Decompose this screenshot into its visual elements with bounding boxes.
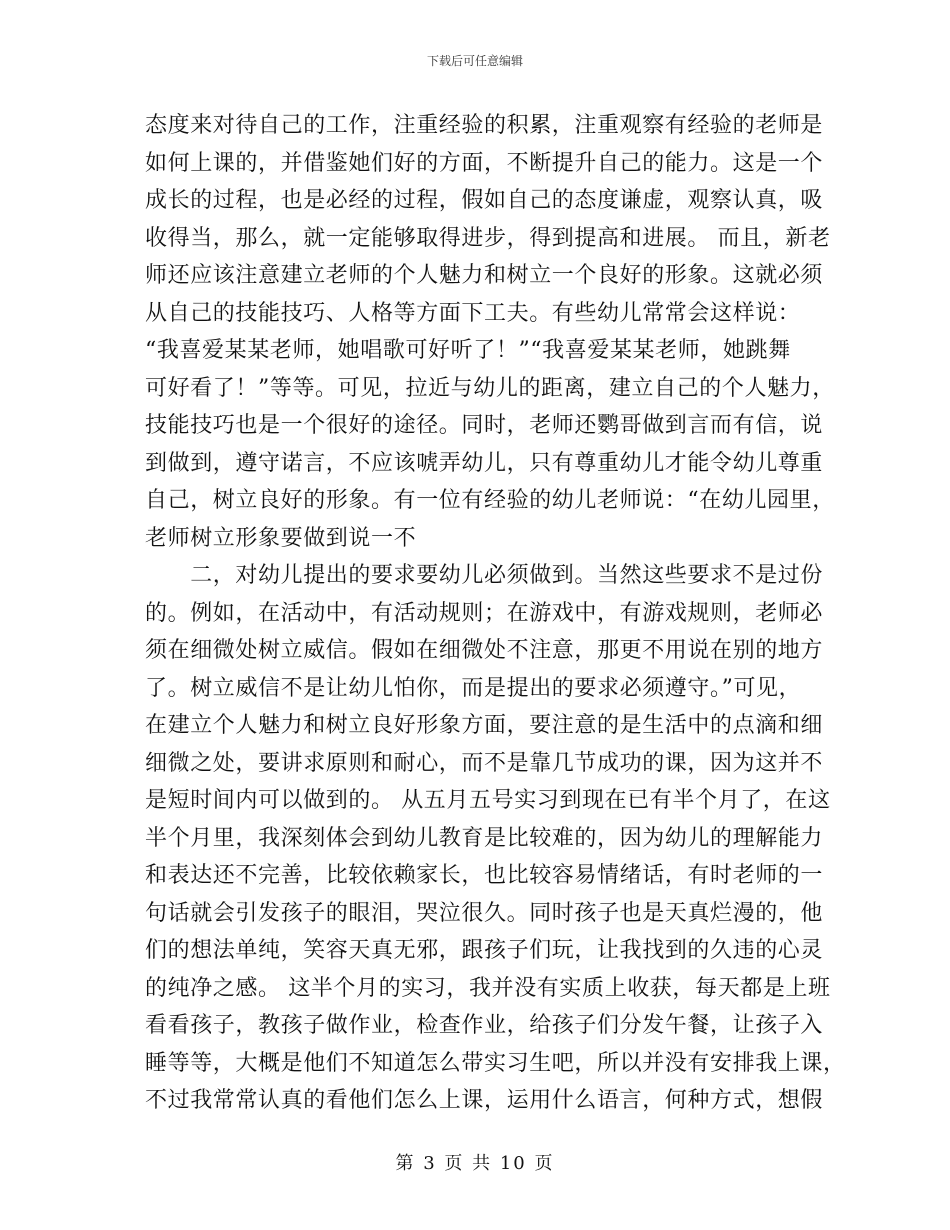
text-line: 二，对幼儿提出的要求要幼儿必须做到。当然这些要求不是过份 bbox=[145, 563, 824, 588]
text-line: 不过我常常认真的看他们怎么上课，运用什么语言，何种方式，想假 bbox=[145, 1088, 824, 1113]
text-line: 师还应该注意建立老师的个人魅力和树立一个良好的形象。这就必须 bbox=[145, 263, 824, 288]
page-number-footer: 第 3 页 共 10 页 bbox=[395, 1153, 555, 1174]
text-line: 睡等等，大概是他们不知道怎么带实习生吧，所以并没有安排我上课， bbox=[145, 1050, 846, 1076]
text-line: 须在细微处树立威信。假如在细微处不注意，那更不用说在别的地方 bbox=[145, 638, 824, 663]
page-header: 下载后可任意编辑 bbox=[426, 54, 523, 68]
text-line: 在建立个人魅力和树立良好形象方面，要注意的是生活中的点滴和细 bbox=[145, 713, 824, 738]
text-line: 和表达还不完善，比较依赖家长，也比较容易情绪话，有时老师的一 bbox=[145, 863, 824, 888]
text-line: 成长的过程，也是必经的过程，假如自己的态度谦虚，观察认真，吸 bbox=[145, 188, 824, 213]
document-body bbox=[145, 107, 846, 1120]
text-line: 收得当，那么，就一定能够取得进步，得到提高和进展。 而且，新老 bbox=[145, 225, 831, 251]
text-line: 老师树立形象要做到说一不 bbox=[145, 525, 417, 551]
text-line: 看看孩子，教孩子做作业，检查作业，给孩子们分发午餐，让孩子入 bbox=[145, 1013, 824, 1038]
text-line: 到做到，遵守诺言，不应该唬弄幼儿，只有尊重幼儿才能令幼儿尊重 bbox=[145, 450, 824, 476]
text-line: 半个月里，我深刻体会到幼儿教育是比较难的，因为幼儿的理解能力 bbox=[145, 825, 824, 851]
text-line: 句话就会引发孩子的眼泪，哭泣很久。同时孩子也是天真烂漫的，他 bbox=[145, 900, 824, 926]
text-line: 的纯净之感。 这半个月的实习，我并没有实质上收获，每天都是上班 bbox=[145, 975, 831, 1001]
text-line: 如何上课的，并借鉴她们好的方面，不断提升自己的能力。这是一个 bbox=[145, 150, 824, 176]
text-line: “我喜爱某某老师，她唱歌可好听了！”“我喜爱某某老师，她跳舞 bbox=[145, 338, 791, 363]
text-line: 们的想法单纯，笑容天真无邪，跟孩子们玩，让我找到的久违的心灵 bbox=[145, 938, 824, 963]
text-line: 可好看了！”等等。可见，拉近与幼儿的距离，建立自己的个人魅力， bbox=[145, 375, 835, 401]
text-line: 细微之处，要讲求原则和耐心，而不是靠几节成功的课，因为这并不 bbox=[145, 750, 824, 776]
text-line: 的。例如，在活动中，有活动规则；在游戏中，有游戏规则，老师必 bbox=[145, 600, 824, 626]
text-line: 从自己的技能技巧、人格等方面下工夫。有些幼儿常常会这样说： bbox=[145, 300, 801, 326]
text-line: 技能技巧也是一个很好的途径。同时，老师还鹦哥做到言而有信，说 bbox=[145, 413, 824, 438]
text-line: 是短时间内可以做到的。 从五月五号实习到现在已有半个月了，在这 bbox=[145, 788, 831, 813]
text-line: 自己，树立良好的形象。有一位有经验的幼儿老师说：“在幼儿园里， bbox=[145, 488, 835, 513]
text-line: 了。树立威信不是让幼儿怕你，而是提出的要求必须遵守。”可见， bbox=[145, 675, 802, 701]
text-line: 态度来对待自己的工作，注重经验的积累，注重观察有经验的老师是 bbox=[145, 113, 824, 138]
